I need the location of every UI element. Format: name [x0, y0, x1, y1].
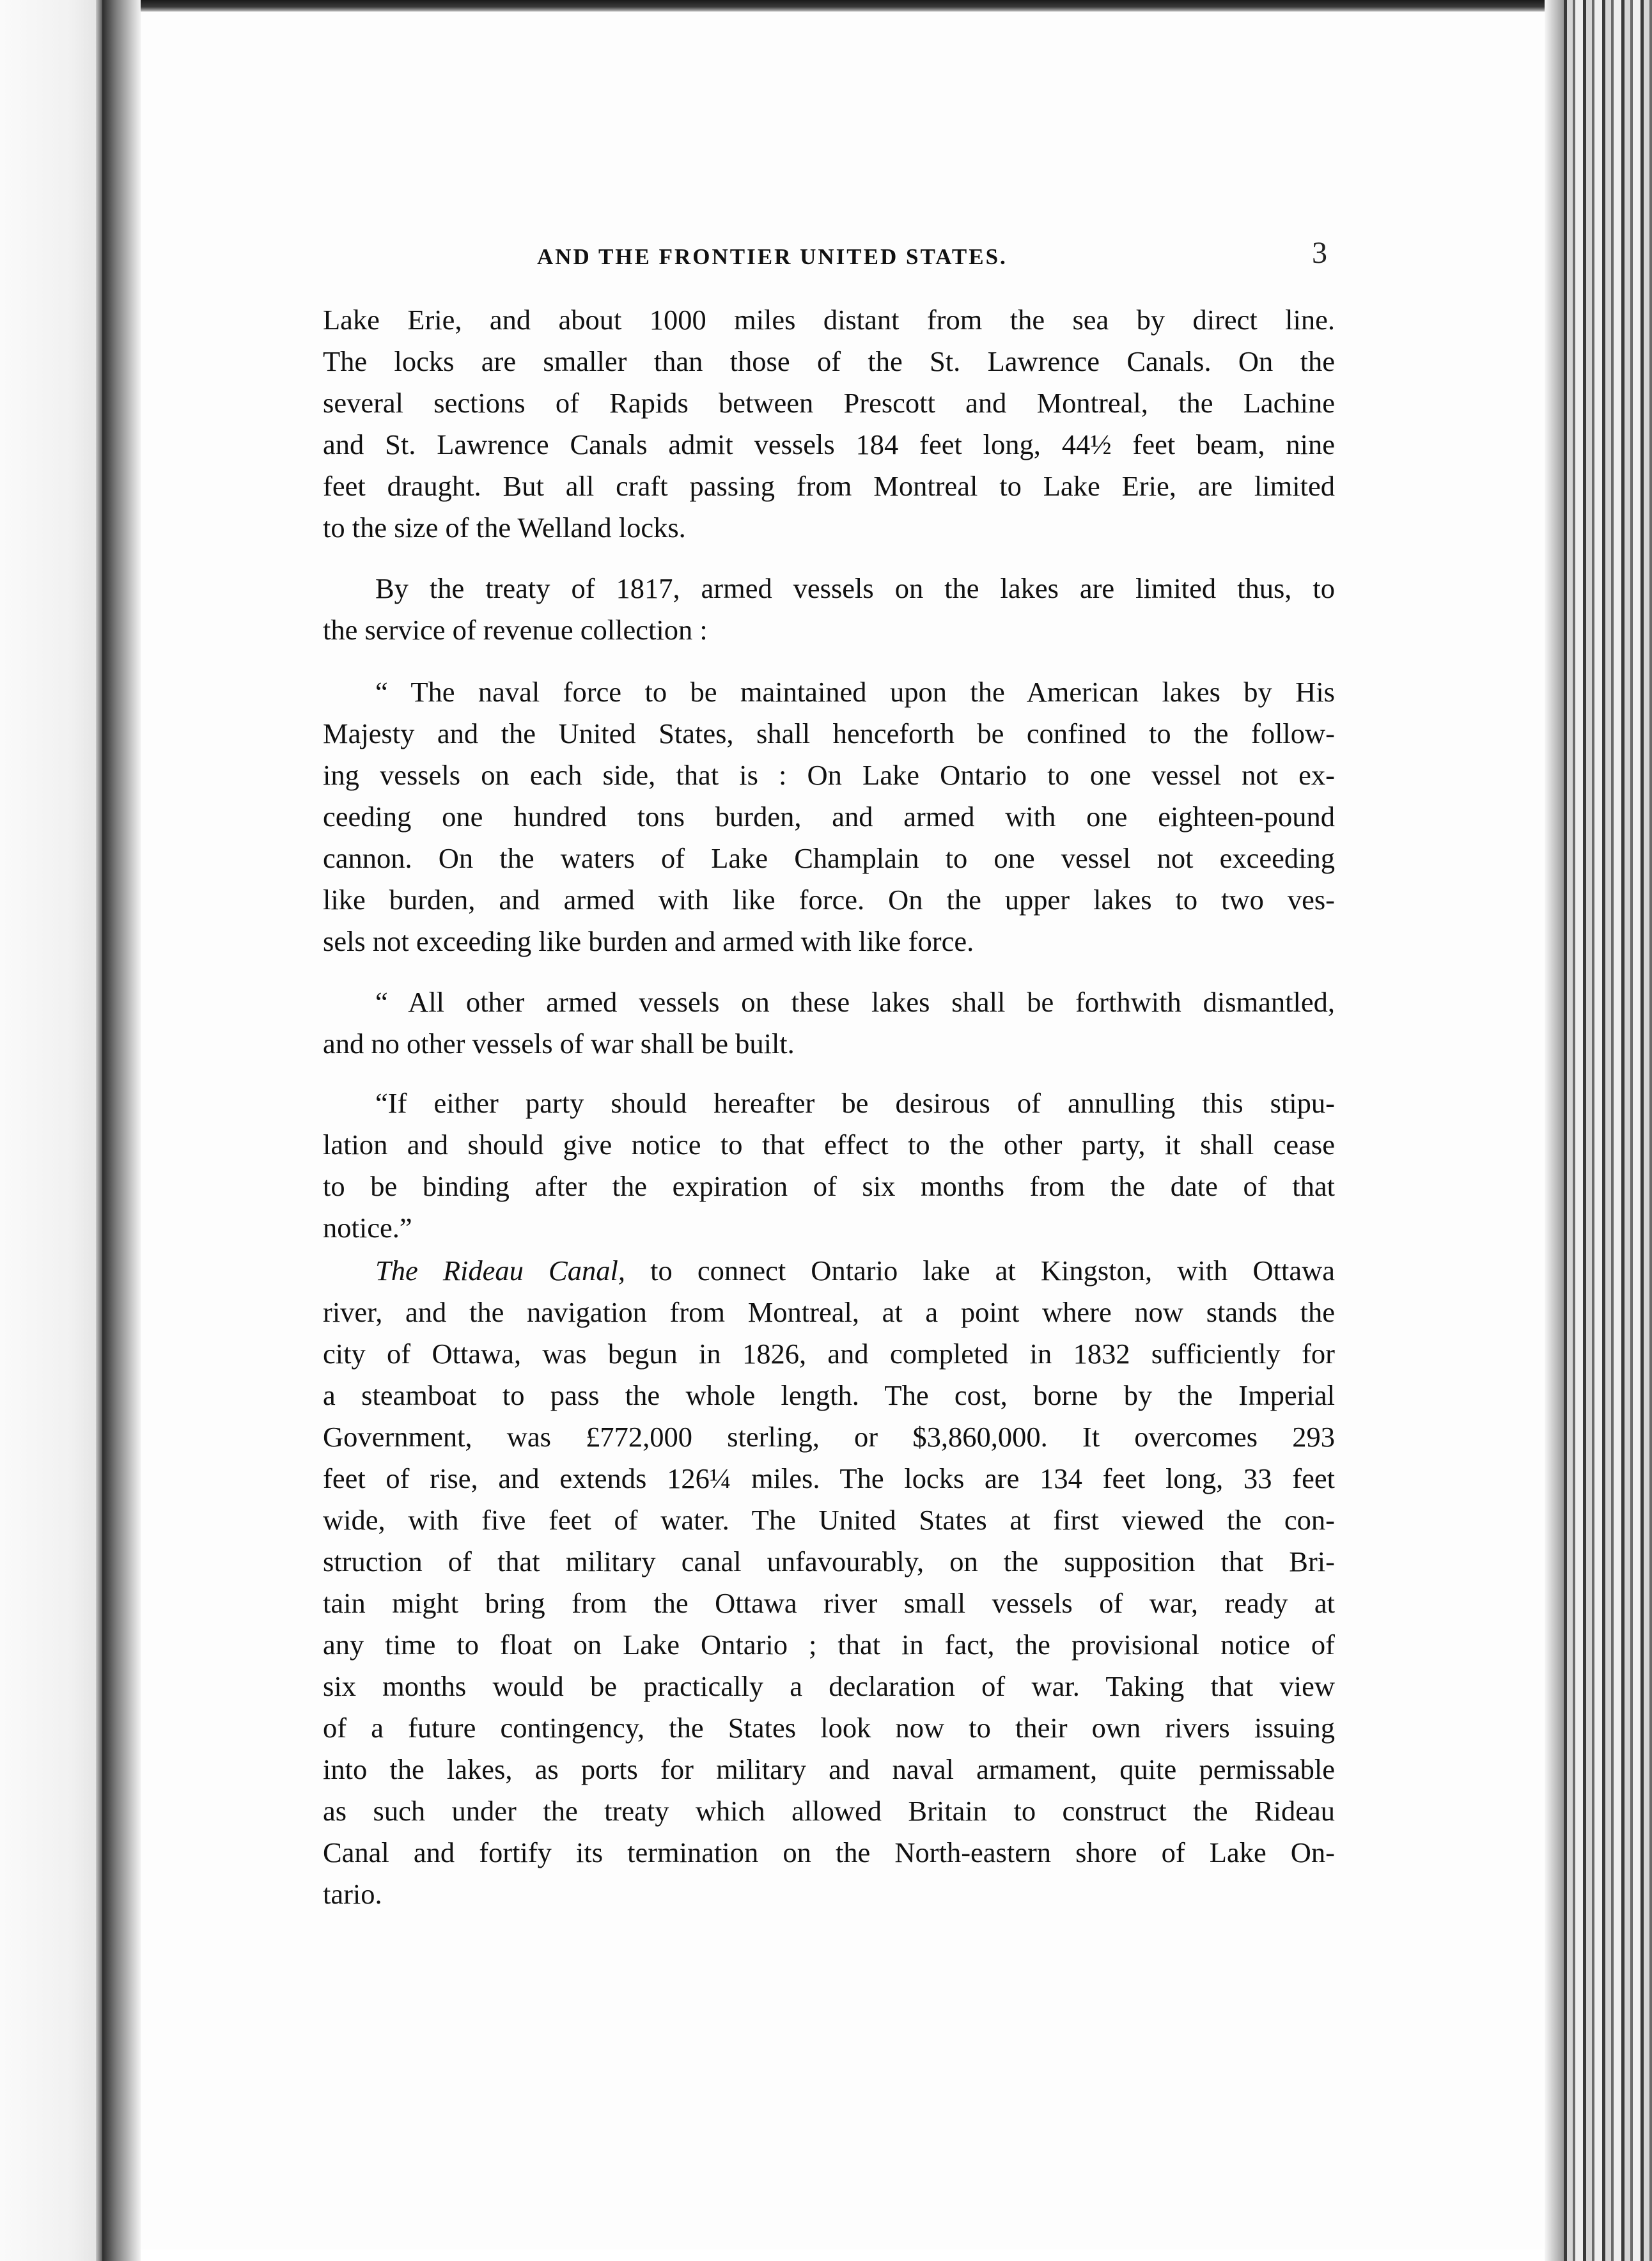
- text-line: struction of that military canal unfavourably, on the supposition that Bri-: [323, 1545, 1335, 1577]
- book-gutter: [102, 0, 141, 2261]
- page-number: 3: [1312, 236, 1327, 270]
- text-line: to the size of the Welland locks.: [323, 512, 686, 544]
- text-line: as such under the treaty which allowed Britain to construct the Rideau: [323, 1795, 1335, 1827]
- paragraph-quote-dismantled: [323, 982, 1335, 1065]
- running-head: AND THE FRONTIER UNITED STATES.: [537, 244, 1008, 269]
- text-line: [323, 1250, 1335, 1292]
- text-line: the service of revenue collection :: [323, 614, 708, 646]
- text-line: Lake Erie, and about 1000 miles distant from the sea by direct line.: [323, 304, 1335, 336]
- text-line: ceeding one hundred tons burden, and armed with one eighteen-pound: [323, 801, 1335, 833]
- paragraph-treaty-1817: [323, 568, 1335, 651]
- text-line: The locks are smaller than those of the St. Lawrence Canals. On the: [323, 345, 1335, 377]
- scan-top-edge: [0, 0, 1652, 12]
- text-line: sels not exceeding like burden and armed with like force.: [323, 925, 974, 957]
- text-line: “ All other armed vessels on these lakes shall be forthwith dismantled,: [375, 986, 1335, 1018]
- text-line: ing vessels on each side, that is : On Lake Ontario to one vessel not ex-: [323, 759, 1335, 791]
- text-line: Majesty and the United States, shall henceforth be confined to the follow-: [323, 717, 1335, 749]
- text-line: cannon. On the waters of Lake Champlain to one vessel not exceeding: [323, 842, 1335, 874]
- text-line: wide, with five feet of water. The United States at first viewed the con-: [323, 1504, 1335, 1536]
- text-line: any time to float on Lake Ontario ; that in fact, the provisional notice of: [323, 1629, 1335, 1661]
- text-line: six months would be practically a declaration of war. Taking that view: [323, 1670, 1335, 1702]
- paragraph-rideau-canal: [323, 1250, 1335, 1915]
- text-line-rest: to connect Ontario lake at Kingston, with Ottawa: [625, 1255, 1335, 1287]
- rideau-canal-title: The Rideau Canal,: [375, 1255, 625, 1287]
- text-line: a steamboat to pass the whole length. The cost, borne by the Imperial: [323, 1379, 1335, 1411]
- text-line: feet draught. But all craft passing from Montreal to Lake Erie, are limited: [323, 470, 1335, 502]
- text-line: river, and the navigation from Montreal, at a point where now stands the: [323, 1296, 1335, 1328]
- text-line: tain might bring from the Ottawa river small vessels of war, ready at: [323, 1587, 1335, 1619]
- text-line: like burden, and armed with like force. On the upper lakes to two ves-: [323, 884, 1335, 916]
- facing-page-shadow: [96, 0, 102, 2261]
- paragraph-welland-locks: [323, 299, 1335, 549]
- text-line: Government, was £772,000 sterling, or $3,860,000. It overcomes 293: [323, 1421, 1335, 1453]
- paragraph-quote-annulling: [323, 1083, 1335, 1249]
- text-line: feet of rise, and extends 126¼ miles. The locks are 134 feet long, 33 feet: [323, 1462, 1335, 1494]
- text-line: By the treaty of 1817, armed vessels on the lakes are limited thus, to: [375, 572, 1335, 604]
- text-line: city of Ottawa, was begun in 1826, and completed in 1832 sufficiently for: [323, 1338, 1335, 1370]
- text-line: Canal and fortify its termination on the North-eastern shore of Lake On-: [323, 1836, 1335, 1868]
- text-line: “ The naval force to be maintained upon the American lakes by His: [375, 676, 1335, 708]
- text-line: and St. Lawrence Canals admit vessels 184 feet long, 44½ feet beam, nine: [323, 428, 1335, 460]
- text-line: lation and should give notice to that effect to the other party, it shall cease: [323, 1129, 1335, 1161]
- text-line: and no other vessels of war shall be built.: [323, 1028, 795, 1060]
- text-line: “If either party should hereafter be desirous of annulling this stipu-: [375, 1087, 1335, 1119]
- text-line: to be binding after the expiration of six months from the date of that: [323, 1170, 1335, 1202]
- paragraph-quote-naval-force: [323, 671, 1335, 962]
- text-line: notice.”: [323, 1212, 412, 1244]
- facing-page-edge: [0, 0, 102, 2261]
- text-line: several sections of Rapids between Prescott and Montreal, the Lachine: [323, 387, 1335, 419]
- text-line: tario.: [323, 1878, 382, 1910]
- text-line: of a future contingency, the States look now to their own rivers issuing: [323, 1712, 1335, 1744]
- text-line: into the lakes, as ports for military and naval armament, quite permissable: [323, 1753, 1335, 1785]
- body-text: [323, 299, 1335, 1915]
- page-edge-shadow: [1545, 0, 1564, 2261]
